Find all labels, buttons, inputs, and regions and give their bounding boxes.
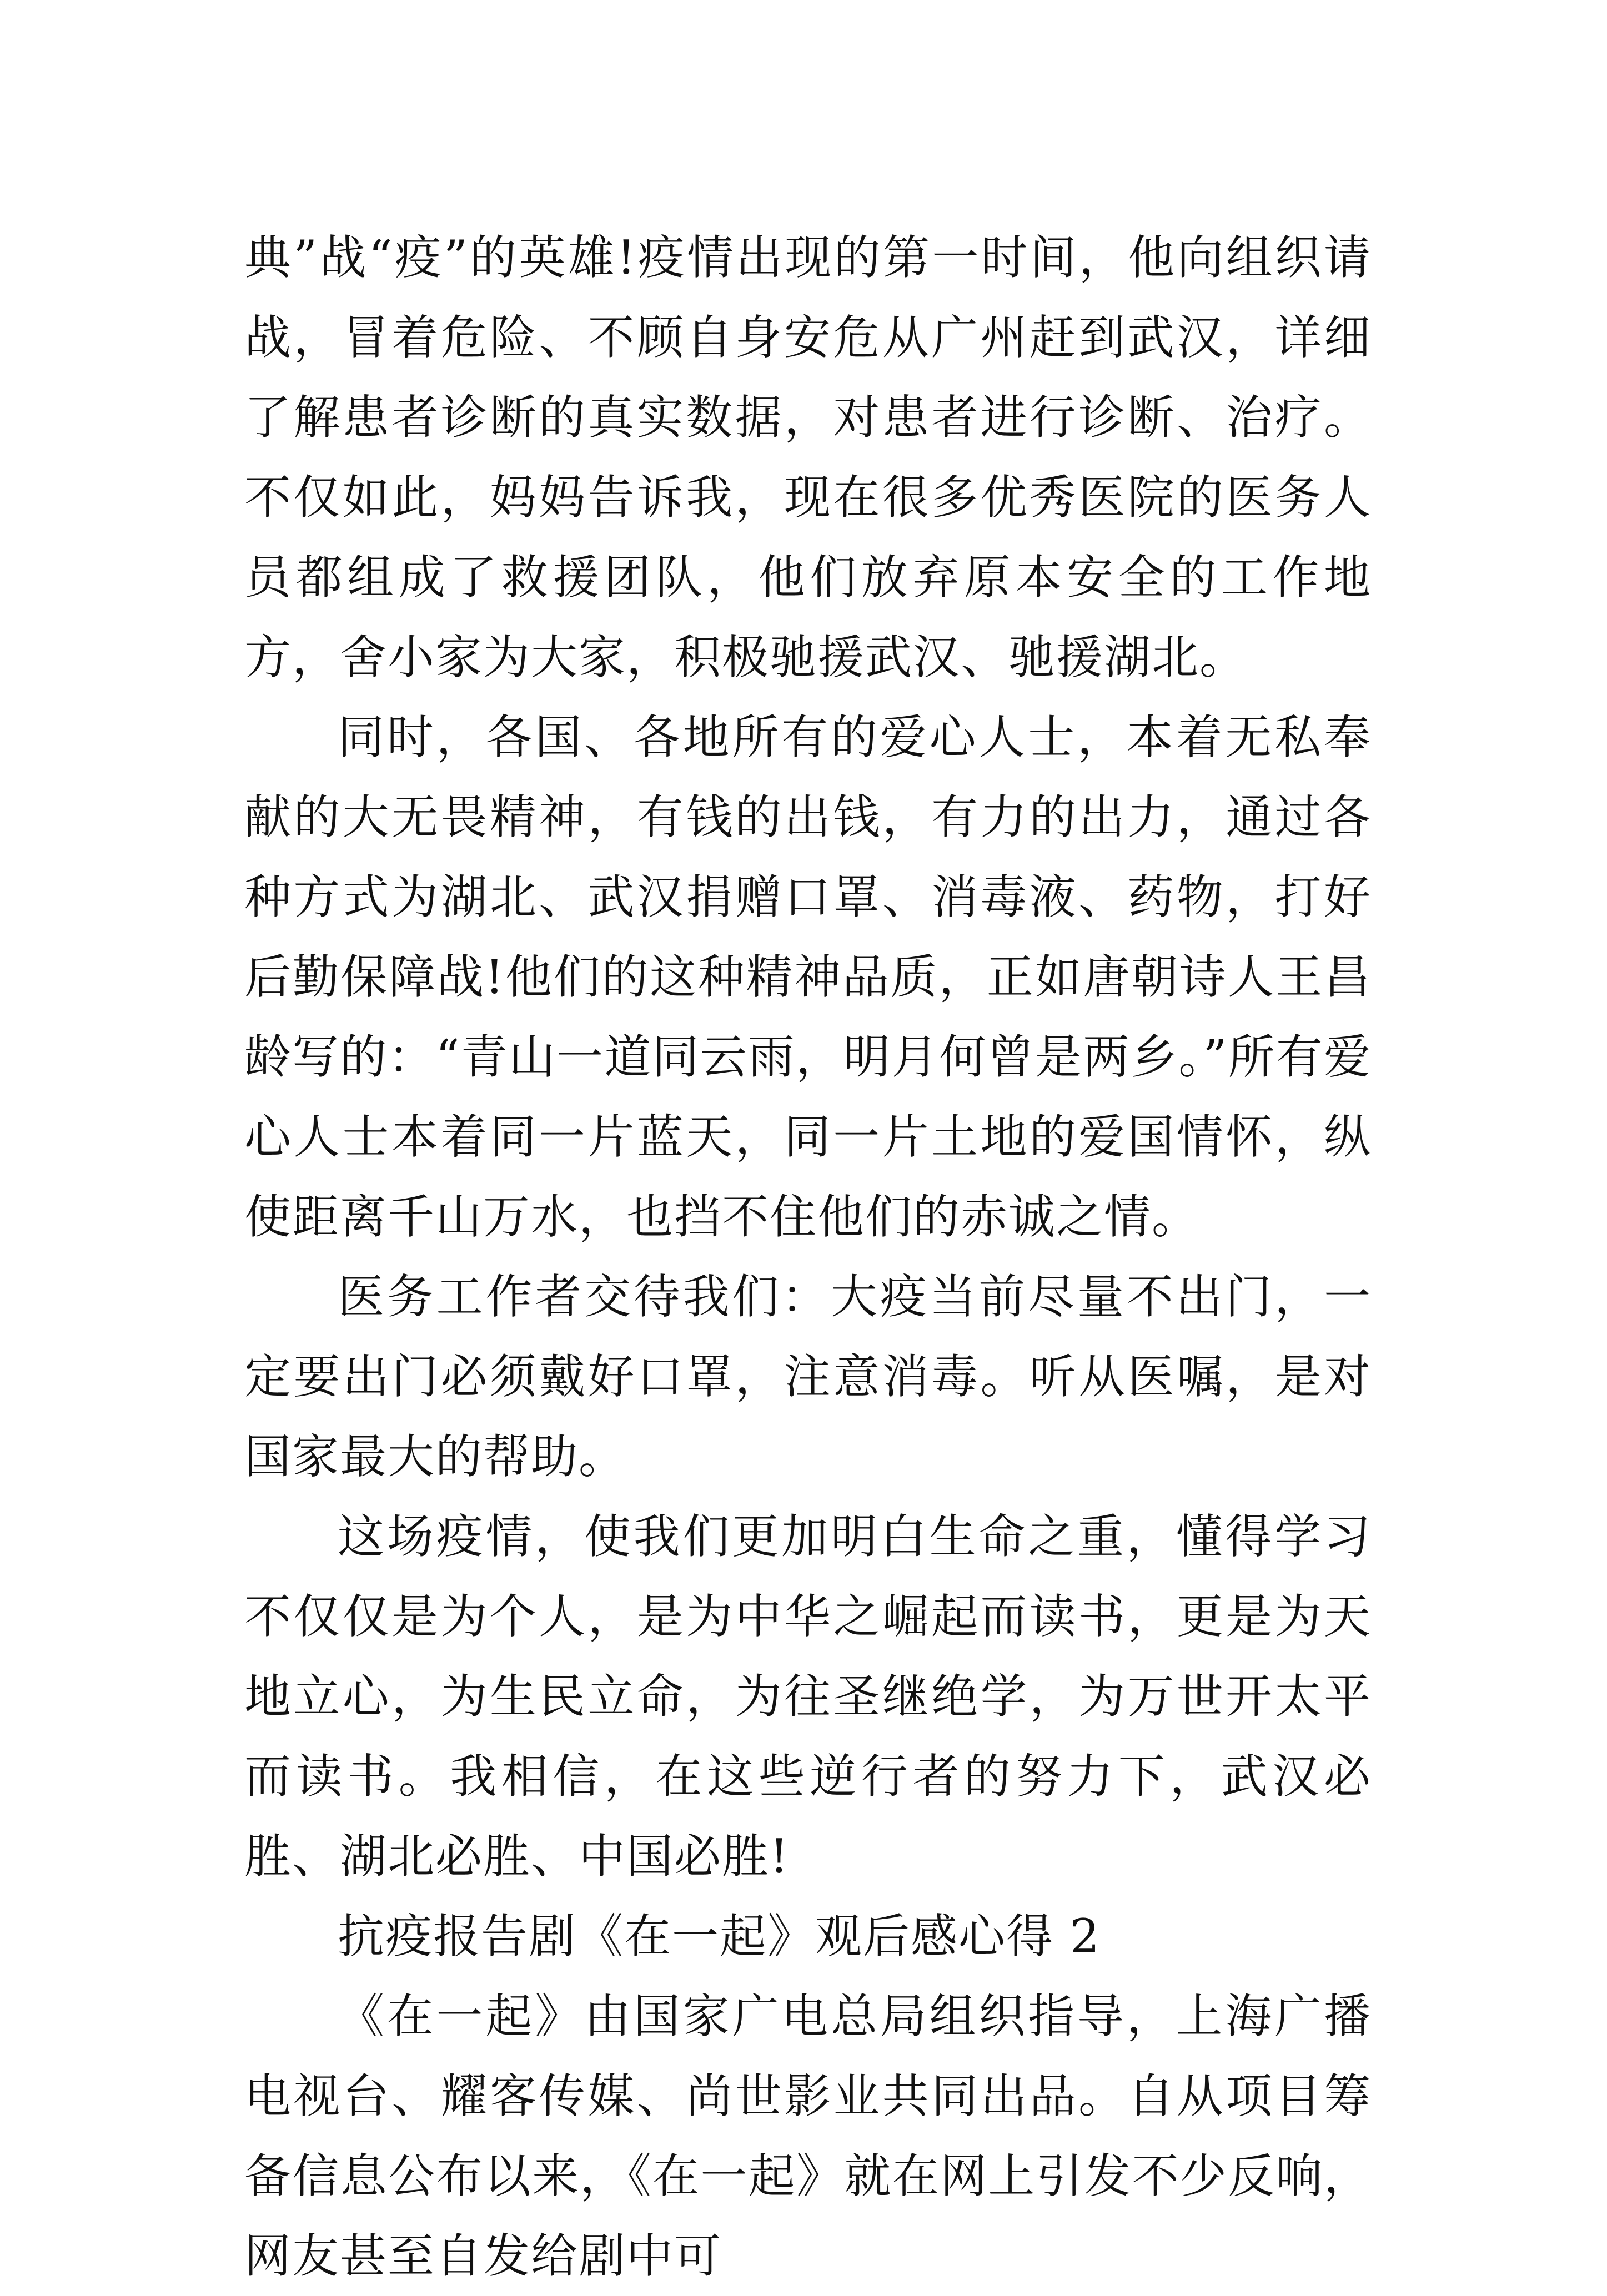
paragraph-section-intro: 《在一起》由国家广电总局组织指导，上海广播电视台、耀客传媒、尚世影业共同出品。自从项目筹备信息公布以来，《在一起》就在网上引发不少反响，网友甚至自发给剧中可 (244, 1989, 1372, 2283)
paragraph-continuation: 典”战“疫”的英雄!疫情出现的第一时间，他向组织请战，冒着危险、不顾自身安危从广州赶到武汉，详细了解患者诊断的真实数据，对患者进行诊断、治疗。不仅如此，妈妈告诉我，现在很多优秀医院的医务人员都组成了救援团队，他们放弃原本安全的工作地方，舍小家为大家，积极驰援武汉、驰援湖北。 (244, 230, 1372, 684)
section-heading: 抗疫报告剧《在一起》观后感心得 2 (338, 1909, 1101, 1963)
paragraph-reflection: 这场疫情，使我们更加明白生命之重，懂得学习不仅仅是为个人，是为中华之崛起而读书，更是为天地立心，为生民立命，为往圣继绝学，为万世开太平而读书。我相信，在这些逆行者的努力下，武汉必胜、湖北必胜、中国必胜! (244, 1509, 1372, 1884)
document-body (244, 218, 1372, 2296)
paragraph-donors: 同时，各国、各地所有的爱心人士，本着无私奉献的大无畏精神，有钱的出钱，有力的出力，通过各种方式为湖北、武汉捐赠口罩、消毒液、药物，打好后勤保障战!他们的这种精神品质，正如唐朝诗人王昌龄写的：“青山一道同云雨，明月何曾是两乡。”所有爱心人士本着同一片蓝天，同一片土地的爱国情怀，纵使距离千山万水，也挡不住他们的赤诚之情。 (244, 710, 1372, 1244)
paragraph-medical-advice: 医务工作者交待我们：大疫当前尽量不出门，一定要出门必须戴好口罩，注意消毒。听从医嘱，是对国家最大的帮助。 (244, 1270, 1372, 1484)
